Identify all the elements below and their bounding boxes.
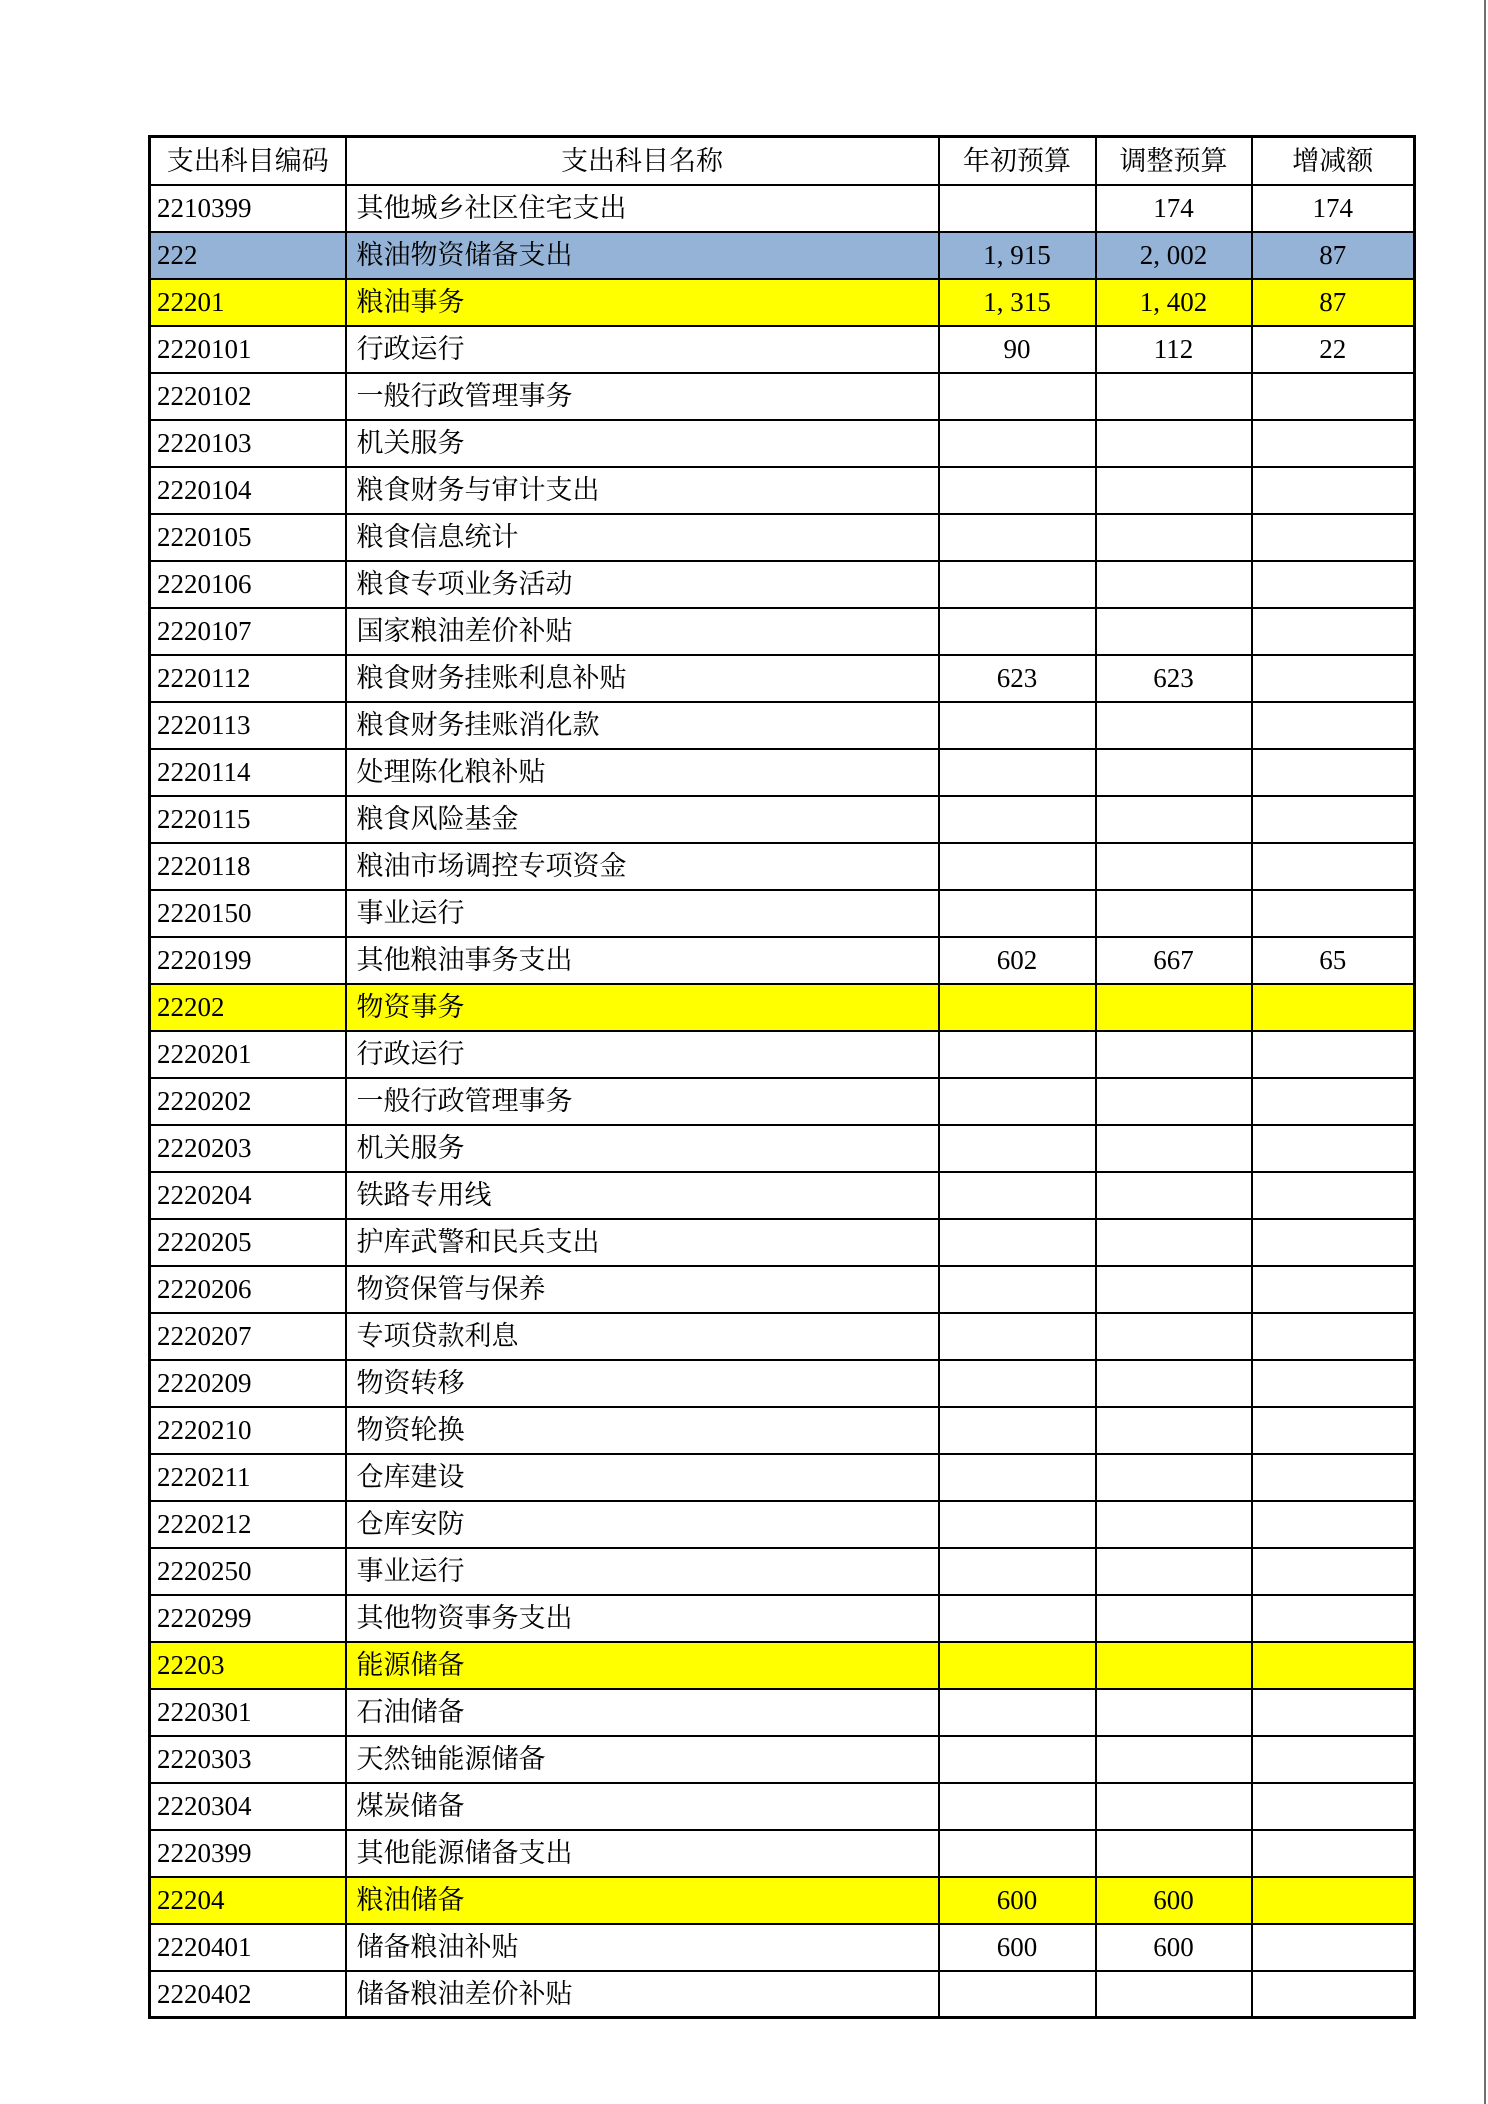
- adjusted-budget-cell: [1096, 467, 1252, 514]
- adjusted-budget-cell: [1096, 1125, 1252, 1172]
- table-row: [150, 279, 1415, 326]
- change-amount-cell: [1252, 1219, 1415, 1266]
- initial-budget-cell: [939, 1313, 1096, 1360]
- adjusted-budget-cell: [1096, 1548, 1252, 1595]
- table-row: [150, 1924, 1415, 1971]
- table-row: [150, 467, 1415, 514]
- header-initial-budget: 年初预算: [939, 137, 1096, 185]
- table-row: [150, 655, 1415, 702]
- table-row: [150, 608, 1415, 655]
- adjusted-budget-cell: [1096, 608, 1252, 655]
- table-row: [150, 937, 1415, 984]
- code-cell: 2220399: [150, 1830, 346, 1877]
- change-amount-cell: [1252, 561, 1415, 608]
- adjusted-budget-cell: 600: [1096, 1877, 1252, 1924]
- table-body: [150, 185, 1415, 2018]
- name-cell: 物资事务: [346, 984, 939, 1031]
- change-amount-cell: [1252, 890, 1415, 937]
- name-cell: 粮食财务与审计支出: [346, 467, 939, 514]
- code-cell: 2210399: [150, 185, 346, 232]
- change-amount-cell: [1252, 1313, 1415, 1360]
- initial-budget-cell: [939, 1454, 1096, 1501]
- change-amount-cell: [1252, 702, 1415, 749]
- change-amount-cell: [1252, 655, 1415, 702]
- name-cell: 处理陈化粮补贴: [346, 749, 939, 796]
- change-amount-cell: [1252, 1595, 1415, 1642]
- initial-budget-cell: [939, 1407, 1096, 1454]
- code-cell: 2220212: [150, 1501, 346, 1548]
- table-row: [150, 1031, 1415, 1078]
- initial-budget-cell: [939, 702, 1096, 749]
- adjusted-budget-cell: [1096, 1078, 1252, 1125]
- table-row: [150, 984, 1415, 1031]
- name-cell: 一般行政管理事务: [346, 1078, 939, 1125]
- name-cell: 其他物资事务支出: [346, 1595, 939, 1642]
- adjusted-budget-cell: 2, 002: [1096, 232, 1252, 279]
- table-row: [150, 1830, 1415, 1877]
- initial-budget-cell: [939, 1125, 1096, 1172]
- initial-budget-cell: [939, 608, 1096, 655]
- adjusted-budget-cell: 1, 402: [1096, 279, 1252, 326]
- name-cell: 粮食专项业务活动: [346, 561, 939, 608]
- table-row: [150, 843, 1415, 890]
- change-amount-cell: [1252, 1031, 1415, 1078]
- code-cell: 2220209: [150, 1360, 346, 1407]
- initial-budget-cell: [939, 1501, 1096, 1548]
- name-cell: 行政运行: [346, 326, 939, 373]
- name-cell: 其他城乡社区住宅支出: [346, 185, 939, 232]
- header-expenditure-name: 支出科目名称: [346, 137, 939, 185]
- header-change-amount: 增减额: [1252, 137, 1415, 185]
- table-row: [150, 1172, 1415, 1219]
- adjusted-budget-cell: [1096, 1313, 1252, 1360]
- code-cell: 2220101: [150, 326, 346, 373]
- code-cell: 2220210: [150, 1407, 346, 1454]
- adjusted-budget-cell: 667: [1096, 937, 1252, 984]
- initial-budget-cell: [939, 1642, 1096, 1689]
- table-row: [150, 514, 1415, 561]
- name-cell: 物资转移: [346, 1360, 939, 1407]
- name-cell: 粮油事务: [346, 279, 939, 326]
- code-cell: 22203: [150, 1642, 346, 1689]
- name-cell: 其他粮油事务支出: [346, 937, 939, 984]
- code-cell: 2220118: [150, 843, 346, 890]
- initial-budget-cell: [939, 185, 1096, 232]
- code-cell: 2220304: [150, 1783, 346, 1830]
- name-cell: 储备粮油差价补贴: [346, 1971, 939, 2018]
- table-row: [150, 1971, 1415, 2018]
- change-amount-cell: [1252, 1736, 1415, 1783]
- change-amount-cell: [1252, 1642, 1415, 1689]
- change-amount-cell: [1252, 1454, 1415, 1501]
- code-cell: 2220205: [150, 1219, 346, 1266]
- code-cell: 2220112: [150, 655, 346, 702]
- adjusted-budget-cell: [1096, 749, 1252, 796]
- change-amount-cell: [1252, 1877, 1415, 1924]
- initial-budget-cell: [939, 1548, 1096, 1595]
- name-cell: 天然铀能源储备: [346, 1736, 939, 1783]
- initial-budget-cell: [939, 561, 1096, 608]
- header-adjusted-budget: 调整预算: [1096, 137, 1252, 185]
- change-amount-cell: [1252, 1548, 1415, 1595]
- initial-budget-cell: [939, 1219, 1096, 1266]
- change-amount-cell: [1252, 1783, 1415, 1830]
- initial-budget-cell: [939, 1266, 1096, 1313]
- table-row: [150, 1078, 1415, 1125]
- change-amount-cell: [1252, 514, 1415, 561]
- initial-budget-cell: [939, 1031, 1096, 1078]
- initial-budget-cell: [939, 1971, 1096, 2018]
- change-amount-cell: 174: [1252, 185, 1415, 232]
- code-cell: 2220202: [150, 1078, 346, 1125]
- change-amount-cell: [1252, 1924, 1415, 1971]
- name-cell: 事业运行: [346, 1548, 939, 1595]
- name-cell: 粮食风险基金: [346, 796, 939, 843]
- adjusted-budget-cell: 174: [1096, 185, 1252, 232]
- adjusted-budget-cell: [1096, 420, 1252, 467]
- initial-budget-cell: [939, 843, 1096, 890]
- change-amount-cell: 65: [1252, 937, 1415, 984]
- name-cell: 物资保管与保养: [346, 1266, 939, 1313]
- name-cell: 煤炭储备: [346, 1783, 939, 1830]
- adjusted-budget-cell: [1096, 373, 1252, 420]
- code-cell: 2220301: [150, 1689, 346, 1736]
- adjusted-budget-cell: [1096, 1266, 1252, 1313]
- code-cell: 2220150: [150, 890, 346, 937]
- code-cell: 2220402: [150, 1971, 346, 2018]
- code-cell: 2220107: [150, 608, 346, 655]
- adjusted-budget-cell: [1096, 561, 1252, 608]
- code-cell: 2220303: [150, 1736, 346, 1783]
- code-cell: 2220102: [150, 373, 346, 420]
- name-cell: 粮油市场调控专项资金: [346, 843, 939, 890]
- code-cell: 2220113: [150, 702, 346, 749]
- table-row: [150, 1454, 1415, 1501]
- initial-budget-cell: [939, 1360, 1096, 1407]
- adjusted-budget-cell: [1096, 1501, 1252, 1548]
- name-cell: 仓库建设: [346, 1454, 939, 1501]
- initial-budget-cell: 600: [939, 1924, 1096, 1971]
- change-amount-cell: [1252, 1266, 1415, 1313]
- table-row: [150, 326, 1415, 373]
- table-row: [150, 420, 1415, 467]
- adjusted-budget-cell: [1096, 796, 1252, 843]
- name-cell: 专项贷款利息: [346, 1313, 939, 1360]
- change-amount-cell: [1252, 467, 1415, 514]
- page-break-line: [1484, 0, 1486, 2104]
- table-row: [150, 1595, 1415, 1642]
- initial-budget-cell: [939, 1736, 1096, 1783]
- change-amount-cell: [1252, 1689, 1415, 1736]
- change-amount-cell: 87: [1252, 279, 1415, 326]
- change-amount-cell: [1252, 608, 1415, 655]
- table-row: [150, 796, 1415, 843]
- name-cell: 铁路专用线: [346, 1172, 939, 1219]
- adjusted-budget-cell: [1096, 702, 1252, 749]
- initial-budget-cell: [939, 796, 1096, 843]
- table-row: [150, 1877, 1415, 1924]
- change-amount-cell: [1252, 420, 1415, 467]
- initial-budget-cell: 623: [939, 655, 1096, 702]
- adjusted-budget-cell: 112: [1096, 326, 1252, 373]
- table-row: [150, 561, 1415, 608]
- code-cell: 2220299: [150, 1595, 346, 1642]
- initial-budget-cell: [939, 373, 1096, 420]
- change-amount-cell: [1252, 1501, 1415, 1548]
- code-cell: 2220106: [150, 561, 346, 608]
- change-amount-cell: [1252, 373, 1415, 420]
- table-row: [150, 1266, 1415, 1313]
- initial-budget-cell: [939, 420, 1096, 467]
- table-row: [150, 1407, 1415, 1454]
- name-cell: 粮食财务挂账利息补贴: [346, 655, 939, 702]
- initial-budget-cell: 1, 315: [939, 279, 1096, 326]
- name-cell: 一般行政管理事务: [346, 373, 939, 420]
- adjusted-budget-cell: [1096, 1407, 1252, 1454]
- adjusted-budget-cell: 600: [1096, 1924, 1252, 1971]
- initial-budget-cell: [939, 1689, 1096, 1736]
- name-cell: 机关服务: [346, 1125, 939, 1172]
- code-cell: 22201: [150, 279, 346, 326]
- name-cell: 储备粮油补贴: [346, 1924, 939, 1971]
- name-cell: 石油储备: [346, 1689, 939, 1736]
- change-amount-cell: [1252, 1971, 1415, 2018]
- code-cell: 2220199: [150, 937, 346, 984]
- table-row: [150, 1501, 1415, 1548]
- change-amount-cell: [1252, 843, 1415, 890]
- adjusted-budget-cell: [1096, 1360, 1252, 1407]
- initial-budget-cell: [939, 890, 1096, 937]
- name-cell: 物资轮换: [346, 1407, 939, 1454]
- change-amount-cell: [1252, 796, 1415, 843]
- initial-budget-cell: [939, 1172, 1096, 1219]
- change-amount-cell: [1252, 1125, 1415, 1172]
- change-amount-cell: [1252, 1360, 1415, 1407]
- table-row: [150, 232, 1415, 279]
- adjusted-budget-cell: [1096, 890, 1252, 937]
- code-cell: 2220203: [150, 1125, 346, 1172]
- code-cell: 2220211: [150, 1454, 346, 1501]
- name-cell: 国家粮油差价补贴: [346, 608, 939, 655]
- code-cell: 2220104: [150, 467, 346, 514]
- name-cell: 事业运行: [346, 890, 939, 937]
- initial-budget-cell: [939, 1783, 1096, 1830]
- name-cell: 机关服务: [346, 420, 939, 467]
- code-cell: 2220401: [150, 1924, 346, 1971]
- initial-budget-cell: [939, 1078, 1096, 1125]
- code-cell: 222: [150, 232, 346, 279]
- initial-budget-cell: 1, 915: [939, 232, 1096, 279]
- name-cell: 仓库安防: [346, 1501, 939, 1548]
- adjusted-budget-cell: [1096, 1595, 1252, 1642]
- name-cell: 粮油物资储备支出: [346, 232, 939, 279]
- code-cell: 2220201: [150, 1031, 346, 1078]
- adjusted-budget-cell: [1096, 1689, 1252, 1736]
- initial-budget-cell: 600: [939, 1877, 1096, 1924]
- name-cell: 粮食财务挂账消化款: [346, 702, 939, 749]
- table-row: [150, 1689, 1415, 1736]
- table-row: [150, 373, 1415, 420]
- table-row: [150, 702, 1415, 749]
- code-cell: 22204: [150, 1877, 346, 1924]
- change-amount-cell: 87: [1252, 232, 1415, 279]
- table-row: [150, 1360, 1415, 1407]
- name-cell: 粮油储备: [346, 1877, 939, 1924]
- table-row: [150, 1125, 1415, 1172]
- table-row: [150, 1642, 1415, 1689]
- initial-budget-cell: [939, 749, 1096, 796]
- change-amount-cell: 22: [1252, 326, 1415, 373]
- adjusted-budget-cell: [1096, 843, 1252, 890]
- change-amount-cell: [1252, 984, 1415, 1031]
- initial-budget-cell: 602: [939, 937, 1096, 984]
- budget-table: [148, 135, 1416, 2019]
- table-row: [150, 890, 1415, 937]
- adjusted-budget-cell: [1096, 514, 1252, 561]
- header-expenditure-code: 支出科目编码: [150, 137, 346, 185]
- adjusted-budget-cell: [1096, 1031, 1252, 1078]
- adjusted-budget-cell: [1096, 1454, 1252, 1501]
- initial-budget-cell: [939, 984, 1096, 1031]
- adjusted-budget-cell: [1096, 1971, 1252, 2018]
- code-cell: 2220115: [150, 796, 346, 843]
- code-cell: 2220105: [150, 514, 346, 561]
- table-row: [150, 1313, 1415, 1360]
- change-amount-cell: [1252, 1407, 1415, 1454]
- name-cell: 护库武警和民兵支出: [346, 1219, 939, 1266]
- adjusted-budget-cell: 623: [1096, 655, 1252, 702]
- change-amount-cell: [1252, 1172, 1415, 1219]
- adjusted-budget-cell: [1096, 1830, 1252, 1877]
- name-cell: 粮食信息统计: [346, 514, 939, 561]
- name-cell: 行政运行: [346, 1031, 939, 1078]
- initial-budget-cell: [939, 1830, 1096, 1877]
- code-cell: 22202: [150, 984, 346, 1031]
- header-row: [150, 137, 1415, 185]
- adjusted-budget-cell: [1096, 1219, 1252, 1266]
- table-row: [150, 749, 1415, 796]
- code-cell: 2220103: [150, 420, 346, 467]
- initial-budget-cell: 90: [939, 326, 1096, 373]
- name-cell: 其他能源储备支出: [346, 1830, 939, 1877]
- adjusted-budget-cell: [1096, 1172, 1252, 1219]
- code-cell: 2220204: [150, 1172, 346, 1219]
- table-row: [150, 185, 1415, 232]
- code-cell: 2220250: [150, 1548, 346, 1595]
- adjusted-budget-cell: [1096, 1642, 1252, 1689]
- table-row: [150, 1736, 1415, 1783]
- code-cell: 2220206: [150, 1266, 346, 1313]
- adjusted-budget-cell: [1096, 1783, 1252, 1830]
- initial-budget-cell: [939, 467, 1096, 514]
- adjusted-budget-cell: [1096, 984, 1252, 1031]
- initial-budget-cell: [939, 514, 1096, 561]
- code-cell: 2220114: [150, 749, 346, 796]
- initial-budget-cell: [939, 1595, 1096, 1642]
- adjusted-budget-cell: [1096, 1736, 1252, 1783]
- table-row: [150, 1783, 1415, 1830]
- code-cell: 2220207: [150, 1313, 346, 1360]
- change-amount-cell: [1252, 1830, 1415, 1877]
- table-row: [150, 1219, 1415, 1266]
- change-amount-cell: [1252, 749, 1415, 796]
- change-amount-cell: [1252, 1078, 1415, 1125]
- table-row: [150, 1548, 1415, 1595]
- name-cell: 能源储备: [346, 1642, 939, 1689]
